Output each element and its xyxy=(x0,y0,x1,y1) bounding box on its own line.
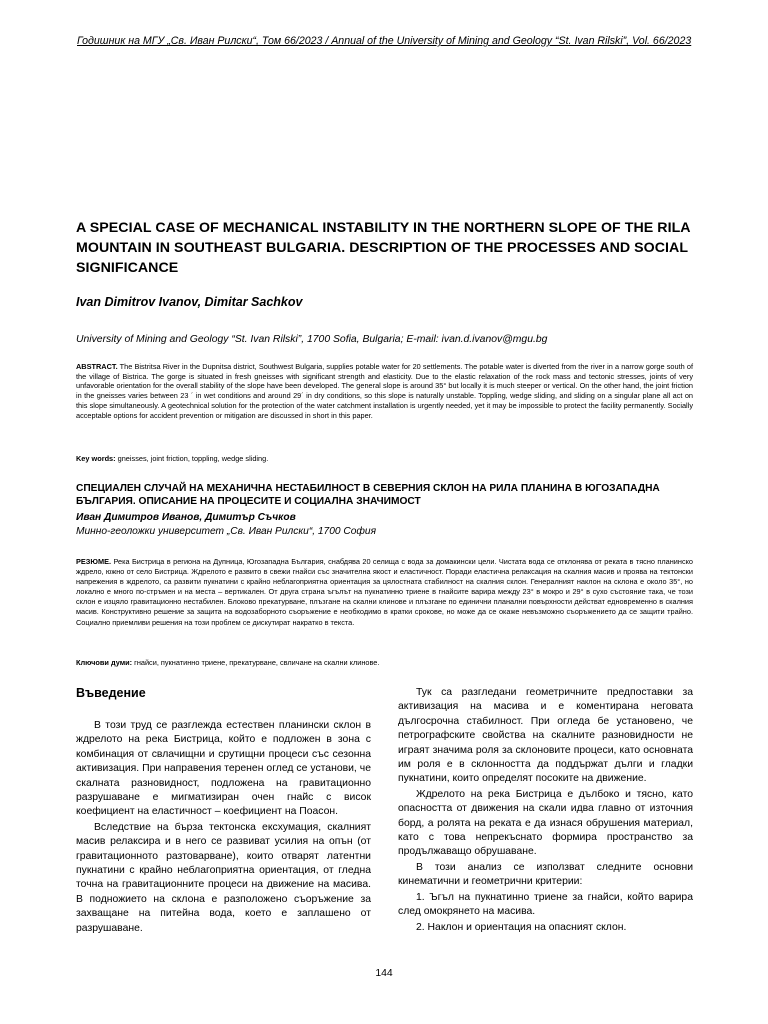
abstract-text: The Bistritsa River in the Dupnitsa district, Southwest Bulgaria, supplies potable water for 20 settlements. The potable water is diverted from the river in a narrow gorge south of the village of Bistrica. The gorge is situated in fresh gneisses with significant strength and elasticity. Due to the elastic relaxation of the rock mass and tectonic stresses, joints of very unfavorable orientation for the overall stability of the slope have been developed. The general slope is around 35° but locally it is much steeper or vertical. On the other hand, the joint friction in the gneisses varies between 23 ´ in wet conditions and around 29´ in dry conditions, so this slope is naturally unstable. Toppling, wedge sliding, and sliding on a singular plane all act on this slope simultaneously. A geotechnical solution for the protection of the water catchment installation is urgently needed, yet it may be impossible to protect the facility permanently. Socially acceptable options for accident prevention or mitigation are discussed in short in this paper. xyxy=(76,362,693,420)
keywords-label: Key words: xyxy=(76,454,116,463)
bulgarian-abstract-label: РЕЗЮМЕ. xyxy=(76,557,112,566)
body-paragraph: Ждрелото на река Бистрица е дълбоко и тясно, като опасността от движения на скали идва главно от източния борд, а ролята на реката е да изнася обрушения материал, като с това непрекъснато формира пространство за продължаващо обрушаване. xyxy=(398,788,693,858)
running-header: Годишник на МГУ „Св. Иван Рилски“, Том 66/2023 / Annual of the University of Mining and Geology “St. Ivan Rilski”, Vol. 66/2023 xyxy=(77,35,692,47)
right-column xyxy=(398,686,693,935)
abstract-label: ABSTRACT. xyxy=(76,362,118,371)
bulgarian-authors: Иван Димитров Иванов, Димитър Съчков xyxy=(76,512,296,523)
english-abstract xyxy=(76,362,693,420)
body-paragraph: В този труд се разглежда естествен планински склон в ждрелото на река Бистрица, който е подложен в зона с комбинация от свлачищни и срутищни процеси със сезонна активизация. При направения теренен оглед се установи, че скалната разновидност, подложена на гравитационно разрушаване е мигматизиран очен гнайс с висок коефициент на еластичност – коефициент на Поасон. xyxy=(76,720,371,818)
bulgarian-title: СПЕЦИАЛЕН СЛУЧАЙ НА МЕХАНИЧНА НЕСТАБИЛНОСТ В СЕВЕРНИЯ СКЛОН НА РИЛА ПЛАНИНА В ЮГОЗАПАДНА БЪЛГАРИЯ. ОПИСАНИЕ НА ПРОЦЕСИТЕ И СОЦИАЛНА ЗНАЧИМОСТ xyxy=(76,483,660,507)
body-paragraph: В този анализ се използват следните основни кинематични и геометрични критерии: xyxy=(398,861,693,888)
page-number: 144 xyxy=(375,968,393,979)
body-paragraph: Вследствие на бърза тектонска ексхумация, скалният масив релаксира и в него се развиват усилия на опън (от гравитационното разтоварване), които отварят латентни пукнатини с крайно неблагоприятна ориентация, от гледна точна на гравитационните процеси на движение на масива. В подножието на склона е разположено съоръжение за захващане на питейна вода, което е заплашено от разрушаване. xyxy=(76,821,371,934)
article-title: A SPECIAL CASE OF MECHANICAL INSTABILITY IN THE NORTHERN SLOPE OF THE RILA MOUNTAIN IN SOUTHEAST BULGARIA. DESCRIPTION OF THE PROCESSES AND SOCIAL SIGNIFICANCE xyxy=(76,220,691,276)
article-affiliation: University of Mining and Geology “St. Ivan Rilski”, 1700 Sofia, Bulgaria; E-mail: ivan.d.ivanov@mgu.bg xyxy=(76,334,548,345)
list-item: 2. Наклон и ориентация на опасният склон. xyxy=(416,921,627,933)
english-keywords xyxy=(76,454,696,463)
bulgarian-abstract-text: Река Бистрица в региона на Дупница, Югозападна България, снабдява 20 селища с вода за домакински цели. Чистата вода се отклонява от реката в тясно планинско ждрело, южно от село Бистрица. Ждрелото е развито в свежи гнайси със значителна якост и еластичност. Поради еластична релаксация на скалния масив и проява на тектонски напрежения в ждрелото, са развити пукнатини с крайно неблагоприятна ориентация за цялостната стабилност на скалния склон. Генералният наклон на склона е около 35°, но локално е много по-стръмен и на места – вертикален. От друга страна ъгълът на пукнатинно триене в гнайсите варира между 23° в мокро и 29° в сухо състояние така, че този склон е изцяло гравитационно нестабилен. Блоково прекатурване, плъзгане на скални клинове и плъзгане по единични планални повърхности действат едновременно в скалния масив. Конструктивно решение за защита на водозаборното съоръжение е необходимо в кратки срокове, но може да се окаже невъзможно съоръжението да се защити трайно. Социално приемливи решения на този проблем се дискутират накратко в текста. xyxy=(76,557,693,627)
body-paragraph: Тук са разгледани геометричните предпоставки за активизация на масива и е коментирана неговата дългосрочна стабилност. При огледа бе установено, че петрографските свойства на скалните разновидности не играят значима роля за склоновите процеси, като основната им роля е в склонността да поддържат дълги и гладки пукнатини, които определят посоките на движение. xyxy=(398,687,693,785)
bulgarian-abstract xyxy=(76,557,693,628)
bulgarian-affiliation: Минно-геоложки университет „Св. Иван Рилски“, 1700 София xyxy=(76,526,377,537)
article-authors: Ivan Dimitrov Ivanov, Dimitar Sachkov xyxy=(76,295,303,309)
list-item: 1. Ъгъл на пукнатинно триене за гнайси, който варира след омокрянето на масива. xyxy=(398,891,693,918)
bulgarian-keywords-label: Ключови думи: xyxy=(76,658,133,667)
section-heading: Въведение xyxy=(76,686,146,700)
bulgarian-keywords xyxy=(76,658,696,667)
bulgarian-keywords-text: гнайси, пукнатинно триене, прекатурване, свличане на скални клинове. xyxy=(132,658,380,667)
left-column xyxy=(76,686,371,936)
keywords-text: gneisses, joint friction, toppling, wedge sliding. xyxy=(115,454,269,463)
